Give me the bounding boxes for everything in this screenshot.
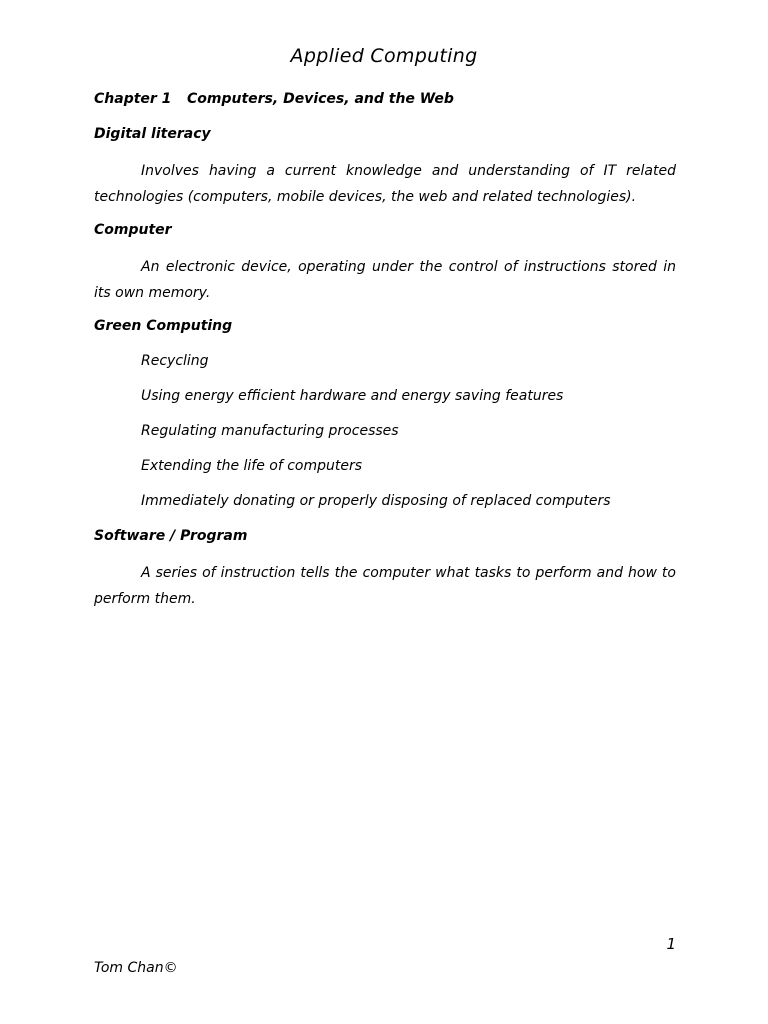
section-heading-green-computing: Green Computing <box>94 318 233 334</box>
digital-literacy-paragraph: Involves having a current knowledge and understanding of IT related technologies (computers, mobile devices, the web and related technologies). <box>94 163 676 205</box>
list-item: Regulating manufacturing processes <box>141 423 399 439</box>
section-heading-computer: Computer <box>94 222 172 238</box>
chapter-heading <box>94 88 676 110</box>
section-heading-software: Software / Program <box>94 528 248 544</box>
green-computing-list <box>94 350 676 512</box>
section-heading-digital-literacy: Digital literacy <box>94 126 211 142</box>
list-item: Using energy efficient hardware and energy saving features <box>141 388 564 404</box>
list-item: Recycling <box>141 353 209 369</box>
document-title: Applied Computing <box>290 45 478 67</box>
computer-paragraph: An electronic device, operating under the control of instructions stored in its own memory. <box>94 259 676 301</box>
footer-author: Tom Chan© <box>94 960 178 976</box>
list-item: Extending the life of computers <box>141 458 363 474</box>
list-item: Immediately donating or properly disposing of replaced computers <box>141 493 611 509</box>
software-paragraph: A series of instruction tells the computer what tasks to perform and how to perform them. <box>94 565 676 607</box>
chapter-title: Computers, Devices, and the Web <box>187 91 454 107</box>
page-number: 1 <box>666 935 676 953</box>
chapter-number: Chapter 1 <box>94 91 172 107</box>
document-body <box>94 88 676 621</box>
